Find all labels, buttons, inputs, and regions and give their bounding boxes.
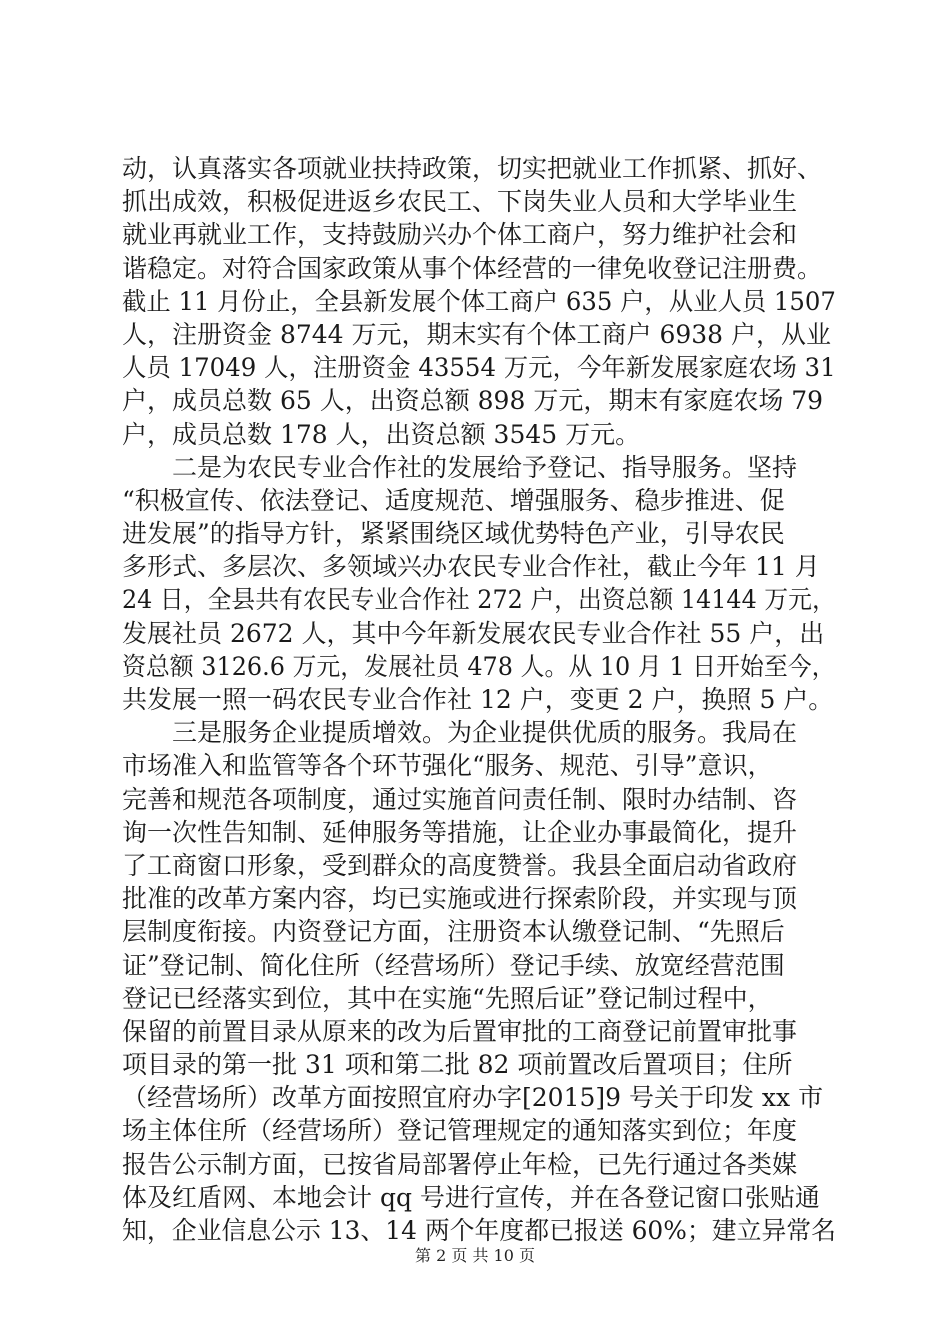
text-line: 人员 17049 人，注册资金 43554 万元，今年新发展家庭农场 31 <box>122 353 836 383</box>
text-line: 就业再就业工作，支持鼓励兴办个体工商户，努力维护社会和 <box>122 220 798 250</box>
text-line: 三是服务企业提质增效。为企业提供优质的服务。我局在 <box>122 718 798 748</box>
page-number: 第 2 页 共 10 页 <box>415 1246 535 1265</box>
page-footer <box>0 1243 950 1266</box>
text-line: （经营场所）改革方面按照宜府办字[2015]9 号关于印发 xx 市 <box>122 1083 824 1113</box>
text-line: 了工商窗口形象，受到群众的高度赞誉。我县全面启动省政府 <box>122 850 798 880</box>
text-line: 抓出成效，积极促进返乡农民工、下岗失业人员和大学毕业生 <box>122 187 798 217</box>
text-line: 资总额 3126.6 万元，发展社员 478 人。从 10 月 1 日开始至今， <box>122 651 836 681</box>
text-line: 场主体住所（经营场所）登记管理规定的通知落实到位；年度 <box>122 1116 798 1146</box>
text-line: “积极宣传、依法登记、适度规范、增强服务、稳步推进、促 <box>122 485 785 515</box>
text-line: 截止 11 月份止，全县新发展个体工商户 635 户，从业人员 1507 <box>122 286 836 316</box>
text-line: 登记已经落实到位，其中在实施“先照后证”登记制过程中， <box>122 983 773 1013</box>
text-line: 知，企业信息公示 13、14 两个年度都已报送 60%；建立异常名 <box>122 1216 837 1245</box>
text-line: 询一次性告知制、延伸服务等措施，让企业办事最简化，提升 <box>122 817 798 847</box>
text-line: 多形式、多层次、多领域兴办农民专业合作社，截止今年 11 月 <box>122 552 820 582</box>
body-text <box>122 152 836 1247</box>
text-line: 完善和规范各项制度，通过实施首问责任制、限时办结制、咨 <box>122 784 798 814</box>
text-line: 保留的前置目录从原来的改为后置审批的工商登记前置审批事 <box>122 1016 798 1046</box>
text-line: 户，成员总数 178 人，出资总额 3545 万元。 <box>122 419 641 449</box>
text-line: 谐稳定。对符合国家政策从事个体经营的一律免收登记注册费。 <box>122 253 823 283</box>
text-line: 报告公示制方面，已按省局部署停止年检，已先行通过各类媒 <box>122 1149 798 1179</box>
text-line: 市场准入和监管等各个环节强化“服务、规范、引导”意识， <box>122 751 773 781</box>
text-line: 24 日，全县共有农民专业合作社 272 户，出资总额 14144 万元， <box>122 585 836 615</box>
text-line: 进发展”的指导方针，紧紧围绕区域优势特色产业，引导农民 <box>122 519 785 549</box>
text-line: 共发展一照一码农民专业合作社 12 户，变更 2 户，换照 5 户。 <box>122 685 834 714</box>
text-line: 人，注册资金 8744 万元，期末实有个体工商户 6938 户，从业 <box>122 319 832 349</box>
text-line: 项目录的第一批 31 项和第二批 82 项前置改后置项目；住所 <box>122 1050 793 1080</box>
text-line: 批准的改革方案内容，均已实施或进行探索阶段，并实现与顶 <box>122 884 798 914</box>
text-line: 证”登记制、简化住所（经营场所）登记手续、放宽经营范围 <box>122 950 785 980</box>
text-line: 户，成员总数 65 人，出资总额 898 万元，期末有家庭农场 79 <box>122 386 824 416</box>
text-line: 发展社员 2672 人，其中今年新发展农民专业合作社 55 户，出 <box>122 618 825 648</box>
text-line: 二是为农民专业合作社的发展给予登记、指导服务。坚持 <box>122 452 798 482</box>
text-line: 动，认真落实各项就业扶持政策，切实把就业工作抓紧、抓好、 <box>122 154 823 183</box>
text-line: 层制度衔接。内资登记方面，注册资本认缴登记制、“先照后 <box>122 917 785 947</box>
text-line: 体及红盾网、本地会计 qq 号进行宣传，并在各登记窗口张贴通 <box>122 1182 820 1212</box>
